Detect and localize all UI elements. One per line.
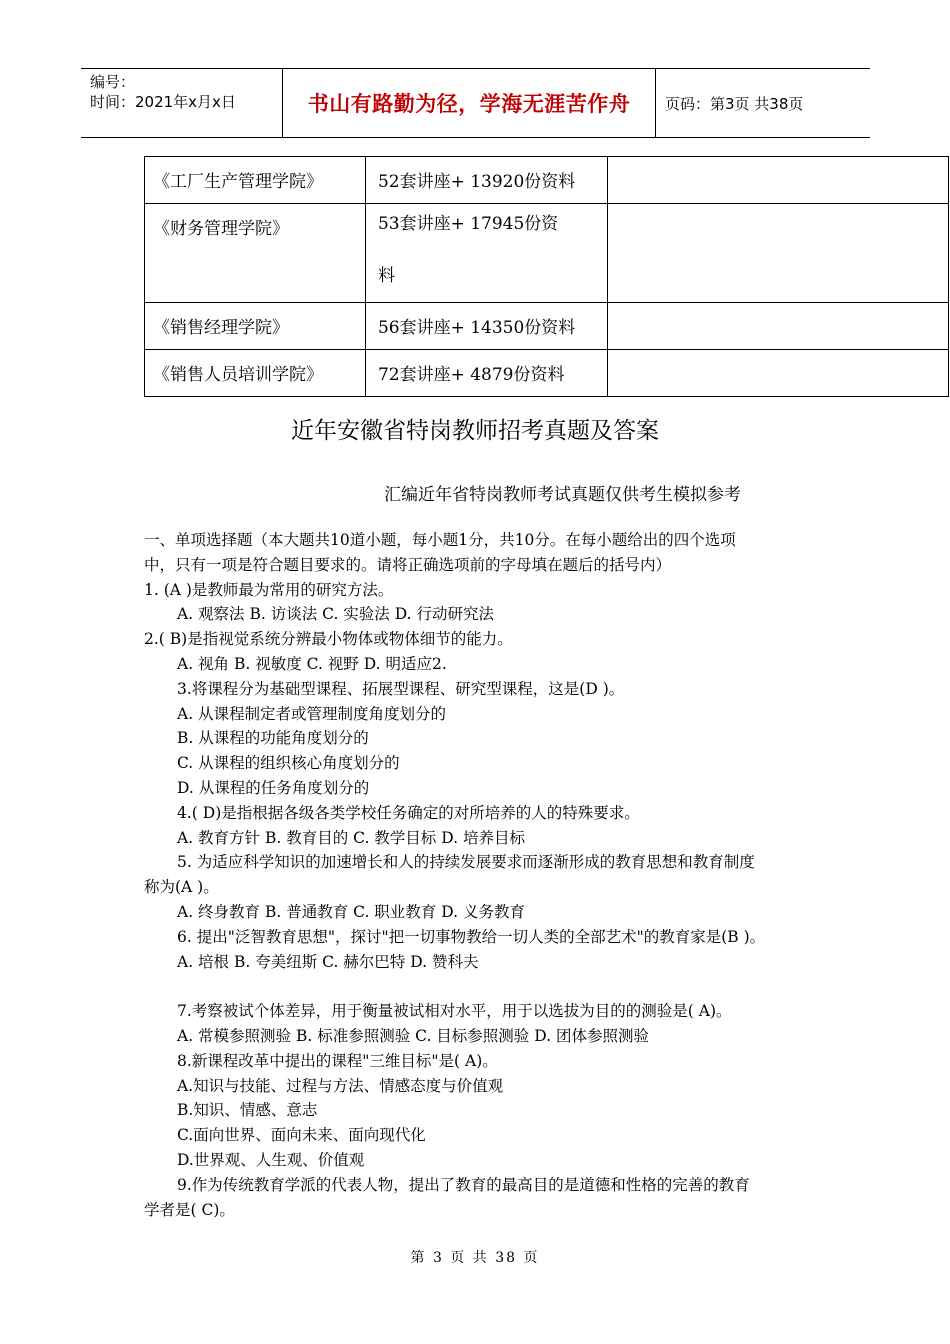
question-2-options: A. 视角 B. 视敏度 C. 视野 D. 明适应2. [177,654,447,673]
page-info: 页码：第3页 共38页 [665,94,804,113]
question-5-options: A. 终身教育 B. 普通教育 C. 职业教育 D. 义务教育 [177,902,525,921]
table-cell: 52套讲座+ 13920份资料 [365,157,607,204]
header-page-cell [656,69,870,137]
table-row [145,303,949,350]
question-8: 8.新课程改革中提出的课程"三维目标"是( A)。 [177,1051,498,1070]
question-3-option-c: C. 从课程的组织核心角度划分的 [177,754,400,773]
course-table [144,156,949,397]
document-body [144,528,824,1222]
table-cell: 《财务管理学院》 [145,204,366,303]
question-8-option-a: A.知识与技能、过程与方法、情感态度与价值观 [177,1076,504,1095]
question-4: 4.( D)是指根据各级各类学校任务确定的对所培养的人的特殊要求。 [177,803,640,822]
table-cell [607,303,948,350]
question-7-options: A. 常模参照测验 B. 标准参照测验 C. 目标参照测验 D. 团体参照测验 [177,1026,649,1045]
table-cell-text [378,209,607,302]
table-cell: 《销售人员培训学院》 [145,350,366,397]
question-2: 2.( B)是指视觉系统分辨最小物体或物体细节的能力。 [144,630,513,649]
table-row [145,157,949,204]
motto: 书山有路勤为径，学海无涯苦作舟 [307,92,631,116]
table-cell [607,350,948,397]
question-5-cont: 称为(A )。 [144,878,219,897]
table-cell [607,204,948,303]
question-4-options: A. 教育方针 B. 教育目的 C. 教学目标 D. 培养目标 [177,828,525,847]
table-row [145,204,949,303]
question-6-options: A. 培根 B. 夸美纽斯 C. 赫尔巴特 D. 赞科夫 [177,952,479,971]
table-cell [607,157,948,204]
question-8-option-d: D.世界观、人生观、价值观 [177,1150,365,1169]
document-subtitle: 汇编近年省特岗教师考试真题仅供考生模拟参考 [384,485,741,505]
question-3-option-a: A. 从课程制定者或管理制度角度划分的 [177,704,447,723]
header-motto-cell [283,69,656,137]
page-header [81,68,870,138]
question-1-options: A. 观察法 B. 访谈法 C. 实验法 D. 行动研究法 [177,605,494,624]
question-5: 5. 为适应科学知识的加速增长和人的持续发展要求而逐渐形成的教育思想和教育制度 [177,853,755,872]
question-3-option-d: D. 从课程的任务角度划分的 [177,778,370,797]
question-9: 9.作为传统教育学派的代表人物，提出了教育的最高目的是道德和性格的完善的教育 [177,1175,750,1194]
question-7: 7.考察被试个体差异，用于衡量被试相对水平，用于以选拔为目的的测验是( A)。 [177,1002,732,1021]
table-cell-line2: 料 [377,266,395,286]
time-label: 时间：2021年x月x日 [90,93,236,111]
section-intro: 一、单项选择题（本大题共10道小题，每小题1分，共10分。在每小题给出的四个选项 [144,531,736,549]
table-cell: 72套讲座+ 4879份资料 [365,350,607,397]
table-row [145,350,949,397]
header-meta [81,69,283,137]
question-9-cont: 学者是( C)。 [144,1200,235,1219]
table-cell [365,204,607,303]
section-intro: 中，只有一项是符合题目要求的。请将正确选项前的字母填在题后的括号内） [144,555,672,574]
question-8-option-c: C.面向世界、面向未来、面向现代化 [177,1126,426,1145]
table-cell: 《销售经理学院》 [145,303,366,350]
document-title: 近年安徽省特岗教师招考真题及答案 [291,418,659,444]
table-cell: 56套讲座+ 14350份资料 [365,303,607,350]
table-cell: 《工厂生产管理学院》 [145,157,366,204]
question-1: 1. (A )是教师最为常用的研究方法。 [144,580,394,599]
number-label: 编号： [90,73,136,91]
blank-line [144,974,824,999]
question-3-option-b: B. 从课程的功能角度划分的 [177,729,369,748]
question-6: 6. 提出"泛智教育思想"，探讨"把一切事物教给一切人类的全部艺术"的教育家是(B )。 [177,927,766,946]
page-footer: 第 3 页 共 38 页 [410,1250,540,1266]
question-8-option-b: B.知识、情感、意志 [177,1101,318,1120]
table-cell-line1: 53套讲座+ 17945份资 [377,214,559,234]
question-3: 3.将课程分为基础型课程、拓展型课程、研究型课程，这是(D )。 [177,679,625,698]
